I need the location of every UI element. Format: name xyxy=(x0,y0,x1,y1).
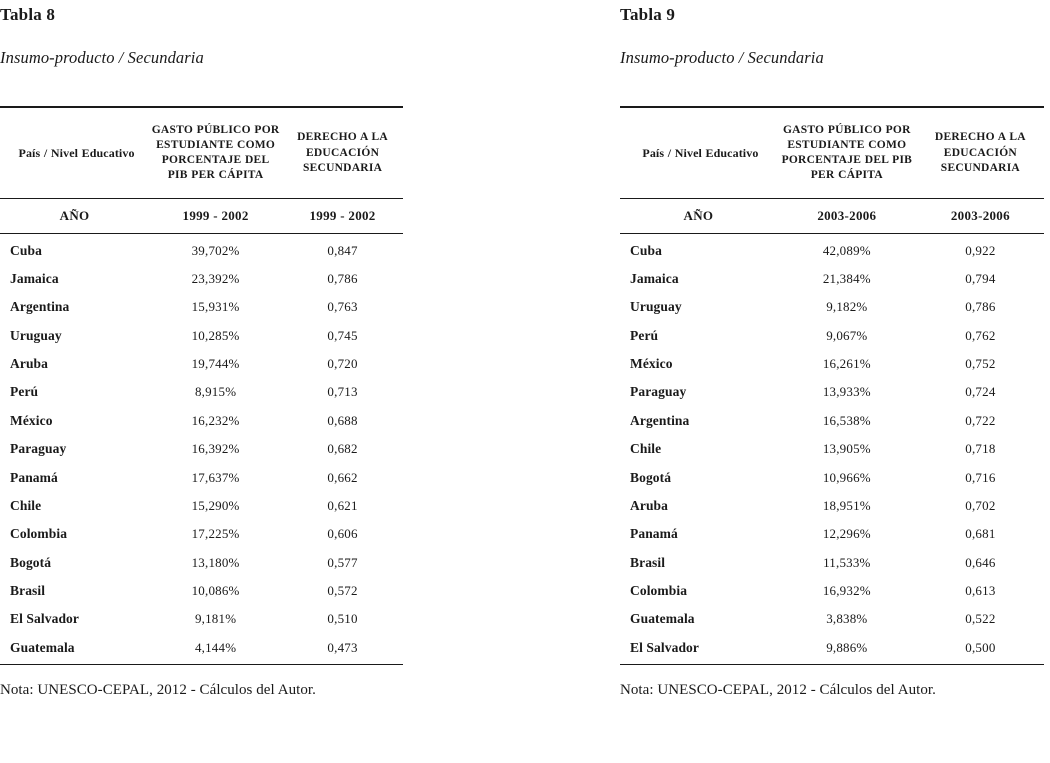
table-9-cell-right-index: 0,786 xyxy=(965,299,996,315)
table-9-cell-spending: 16,261% xyxy=(822,356,871,372)
table-8-cell-spending: 13,180% xyxy=(191,554,240,570)
table-8-cell-right-index: 0,510 xyxy=(327,611,358,627)
table-row xyxy=(0,293,403,321)
table-8-col-spending: GASTO PÚBLICO POR ESTUDIANTE COMO PORCENTAJE DEL PIB PER CÁPITA xyxy=(151,123,280,182)
table-8-cell-spending: 16,392% xyxy=(191,441,240,457)
table-8-body xyxy=(0,233,403,664)
table-8-cell-spending: 17,637% xyxy=(191,469,240,485)
table-9-cell-spending: 12,296% xyxy=(822,526,871,542)
table-9-cell-country: Guatemala xyxy=(630,611,695,627)
table-9-cell-country: Paraguay xyxy=(630,384,687,400)
table-9-cell-right-index: 0,718 xyxy=(965,441,996,457)
table-8-cell-country: Panamá xyxy=(10,469,58,485)
table-9-cell-right-index: 0,702 xyxy=(965,497,996,513)
table-8 xyxy=(0,106,403,665)
table-9-year-row xyxy=(620,198,1044,233)
table-9-cell-spending: 13,905% xyxy=(822,441,871,457)
table-9-cell-country: México xyxy=(630,356,673,372)
table-8-year-label: AÑO xyxy=(59,207,90,223)
table-row xyxy=(0,265,403,293)
table-row xyxy=(0,605,403,633)
table-8-number: Tabla 8 xyxy=(0,5,56,24)
table-8-cell-right-index: 0,473 xyxy=(327,639,358,655)
table-8-year-row xyxy=(0,198,403,233)
table-8-cell-spending: 4,144% xyxy=(194,639,237,655)
table-block-tabla-9 xyxy=(525,0,1050,699)
table-row xyxy=(0,350,403,378)
table-8-cell-country: Perú xyxy=(10,384,39,400)
table-8-cell-country: Cuba xyxy=(10,242,42,258)
table-row xyxy=(620,321,1044,349)
table-9-cell-country: Bogotá xyxy=(630,469,672,485)
table-9-cell-right-index: 0,752 xyxy=(965,356,996,372)
table-8-cell-right-index: 0,847 xyxy=(327,242,358,258)
table-9-cell-right-index: 0,500 xyxy=(965,639,996,655)
table-9-cell-spending: 9,067% xyxy=(826,327,868,343)
table-8-cell-spending: 15,290% xyxy=(191,497,240,513)
table-9-year-label: AÑO xyxy=(683,207,714,223)
table-9-cell-country: Uruguay xyxy=(630,299,682,315)
table-9-cell-right-index: 0,613 xyxy=(965,583,996,599)
table-9-cell-country: Aruba xyxy=(630,497,669,513)
table-row xyxy=(0,634,403,665)
table-8-cell-spending: 10,086% xyxy=(191,583,240,599)
table-8-cell-spending: 17,225% xyxy=(191,526,240,542)
table-row xyxy=(620,378,1044,406)
table-8-cell-right-index: 0,577 xyxy=(327,554,358,570)
table-row xyxy=(0,463,403,491)
table-9-number: Tabla 9 xyxy=(620,5,676,24)
table-8-cell-right-index: 0,713 xyxy=(327,384,358,400)
table-8-cell-country: Uruguay xyxy=(10,327,62,343)
table-block-tabla-8 xyxy=(0,0,525,699)
table-9 xyxy=(620,106,1044,665)
table-8-cell-country: Guatemala xyxy=(10,639,75,655)
table-9-col-country: País / Nivel Educativo xyxy=(642,146,759,161)
table-9-cell-country: Colombia xyxy=(630,583,688,599)
table-8-cell-spending: 15,931% xyxy=(191,299,240,315)
table-9-cell-right-index: 0,522 xyxy=(965,611,996,627)
table-row xyxy=(620,463,1044,491)
table-8-header xyxy=(0,107,403,233)
table-8-cell-right-index: 0,621 xyxy=(327,497,358,513)
table-8-cell-country: Colombia xyxy=(10,526,68,542)
table-8-cell-country: El Salvador xyxy=(10,611,79,627)
table-8-cell-country: México xyxy=(10,412,53,428)
table-9-year-right-index: 2003-2006 xyxy=(950,207,1010,223)
table-8-col-country: País / Nivel Educativo xyxy=(18,146,135,161)
table-9-year-spending: 2003-2006 xyxy=(817,207,877,223)
table-row xyxy=(0,492,403,520)
table-8-cell-spending: 19,744% xyxy=(191,356,240,372)
table-9-cell-spending: 13,933% xyxy=(822,384,871,400)
table-9-cell-right-index: 0,646 xyxy=(965,554,996,570)
table-row xyxy=(620,407,1044,435)
table-8-col-right-index: DERECHO A LA EDUCACIÓN SECUNDARIA xyxy=(297,131,388,174)
table-9-cell-spending: 18,951% xyxy=(822,497,871,513)
table-8-cell-spending: 10,285% xyxy=(191,327,240,343)
table-8-note: Nota: UNESCO-CEPAL, 2012 - Cálculos del Autor. xyxy=(0,681,316,698)
table-8-cell-right-index: 0,745 xyxy=(327,327,358,343)
table-8-cell-right-index: 0,682 xyxy=(327,441,358,457)
table-8-year-spending: 1999 - 2002 xyxy=(182,207,249,223)
table-8-header-row xyxy=(0,107,403,198)
table-8-cell-right-index: 0,606 xyxy=(327,526,358,542)
table-8-cell-right-index: 0,688 xyxy=(327,412,358,428)
table-9-col-right-index: DERECHO A LA EDUCACIÓN SECUNDARIA xyxy=(934,131,1026,174)
table-row xyxy=(620,293,1044,321)
table-8-cell-right-index: 0,572 xyxy=(327,583,358,599)
table-9-cell-country: El Salvador xyxy=(630,639,699,655)
table-row xyxy=(620,577,1044,605)
table-9-cell-country: Perú xyxy=(630,327,659,343)
table-8-year-right-index: 1999 - 2002 xyxy=(309,207,376,223)
table-9-cell-spending: 11,533% xyxy=(823,554,871,570)
table-row xyxy=(620,350,1044,378)
table-9-cell-country: Chile xyxy=(630,441,662,457)
table-8-cell-spending: 39,702% xyxy=(191,242,240,258)
table-9-cell-country: Panamá xyxy=(630,526,678,542)
table-9-col-spending: GASTO PÚBLICO POR ESTUDIANTE COMO PORCENTAJE DEL PIB PER CÁPITA xyxy=(781,123,913,182)
table-9-cell-spending: 3,838% xyxy=(826,611,868,627)
table-8-cell-spending: 9,181% xyxy=(194,611,237,627)
table-8-cell-country: Jamaica xyxy=(10,270,59,286)
table-9-cell-spending: 9,182% xyxy=(826,299,868,315)
table-row xyxy=(0,321,403,349)
table-8-cell-country: Bogotá xyxy=(10,554,52,570)
table-9-cell-right-index: 0,681 xyxy=(965,526,996,542)
table-8-subtitle: Insumo-producto / Secundaria xyxy=(0,47,204,67)
table-9-body xyxy=(620,233,1044,664)
table-row xyxy=(620,634,1044,665)
table-row xyxy=(620,548,1044,576)
table-9-cell-country: Jamaica xyxy=(630,270,679,286)
table-8-cell-right-index: 0,720 xyxy=(327,356,358,372)
table-8-cell-spending: 23,392% xyxy=(191,270,240,286)
table-row xyxy=(620,435,1044,463)
table-8-cell-country: Brasil xyxy=(10,583,46,599)
table-8-cell-spending: 16,232% xyxy=(191,412,240,428)
table-9-cell-right-index: 0,724 xyxy=(965,384,996,400)
table-8-cell-right-index: 0,786 xyxy=(327,270,358,286)
table-row xyxy=(0,577,403,605)
table-8-cell-country: Argentina xyxy=(10,299,70,315)
table-9-cell-right-index: 0,762 xyxy=(965,327,996,343)
table-8-cell-spending: 8,915% xyxy=(194,384,237,400)
table-row xyxy=(0,520,403,548)
table-9-cell-spending: 16,538% xyxy=(822,412,871,428)
table-9-cell-spending: 21,384% xyxy=(822,270,871,286)
table-row xyxy=(0,548,403,576)
table-row xyxy=(620,520,1044,548)
table-9-cell-spending: 9,886% xyxy=(826,639,868,655)
table-row xyxy=(0,435,403,463)
table-9-cell-right-index: 0,722 xyxy=(965,412,996,428)
table-9-header-row xyxy=(620,107,1044,198)
table-8-cell-country: Paraguay xyxy=(10,441,67,457)
table-8-cell-country: Aruba xyxy=(10,356,49,372)
table-row xyxy=(620,492,1044,520)
table-row xyxy=(0,378,403,406)
table-9-cell-spending: 10,966% xyxy=(822,469,871,485)
table-row xyxy=(620,233,1044,265)
table-row xyxy=(620,265,1044,293)
table-9-cell-right-index: 0,716 xyxy=(965,469,996,485)
table-9-subtitle: Insumo-producto / Secundaria xyxy=(620,47,824,67)
table-8-cell-right-index: 0,763 xyxy=(327,299,358,315)
table-9-cell-country: Brasil xyxy=(630,554,666,570)
table-9-cell-right-index: 0,794 xyxy=(965,270,996,286)
table-8-cell-right-index: 0,662 xyxy=(327,469,358,485)
table-row xyxy=(0,407,403,435)
table-row xyxy=(620,605,1044,633)
table-9-cell-country: Argentina xyxy=(630,412,690,428)
table-row xyxy=(0,233,403,265)
table-9-header xyxy=(620,107,1044,233)
table-9-cell-right-index: 0,922 xyxy=(965,242,996,258)
table-9-note: Nota: UNESCO-CEPAL, 2012 - Cálculos del Autor. xyxy=(620,681,936,698)
table-8-cell-country: Chile xyxy=(10,497,42,513)
table-9-cell-country: Cuba xyxy=(630,242,662,258)
table-9-cell-spending: 42,089% xyxy=(822,242,871,258)
table-9-cell-spending: 16,932% xyxy=(822,583,871,599)
